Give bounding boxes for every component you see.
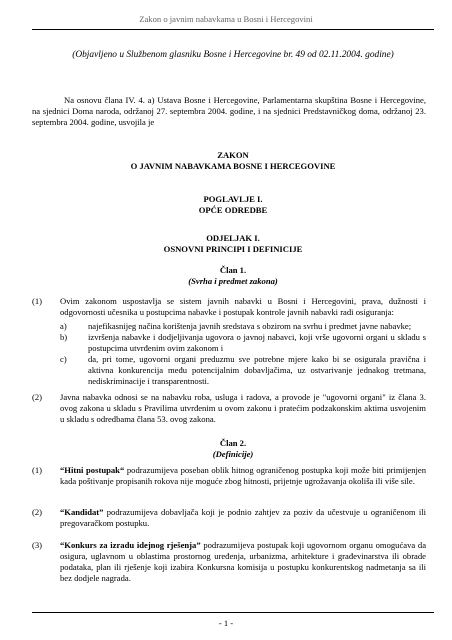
definition-text: podrazumijeva dobavljača koji je podnio zahtjev za poziv da učestvuje u ograničenom ili pregovaračkom postupku. — [60, 507, 426, 528]
paragraph-text — [60, 465, 426, 487]
paragraph-text — [60, 507, 426, 529]
list-item-a — [60, 321, 426, 332]
page-number: - 1 - — [218, 618, 234, 628]
defined-term: “Kandidat” — [60, 507, 104, 517]
article2-paragraph-3 — [32, 540, 426, 584]
list-item-text: najefikasnijeg načina korištenja javnih sredstava s obzirom na svrhu i predmet javne nabavke; — [88, 321, 412, 331]
article2-heading — [32, 438, 434, 460]
article1-subtitle: (Svrha i predmet zakona) — [188, 276, 278, 286]
article1-paragraph-2 — [32, 392, 426, 425]
paragraph-number: (3) — [32, 540, 43, 550]
article1-title: Član 1. — [219, 265, 247, 275]
paragraph-text — [60, 540, 426, 584]
article1-paragraph-1 — [32, 296, 426, 387]
paragraph-number: (1) — [32, 465, 43, 475]
paragraph-number: (2) — [32, 507, 43, 517]
paragraph-text: Ovim zakonom uspostavlja se sistem javnih nabavki u Bosni i Hercegovini, prava, dužnosti i odgovornosti učesnika u postupcima nabavke i postupak kontrole javnih nabavki radi osiguranja: — [60, 296, 426, 317]
law-title — [32, 150, 434, 172]
list-item-text: da, pri tome, ugovorni organi preduzmu sve potrebne mjere kako bi se osigurala pravična i aktivna konkurencija među potencijalnim dobavljačima, uz ostvarivanje jednakog tretmana, nediskriminacije i transparentnosti. — [88, 354, 426, 386]
article1-heading — [32, 265, 434, 287]
publication-note: (Objavljeno u Službenom glasniku Bosne i Hercegovine br. 49 od 02.11.2004. godine) — [72, 50, 394, 60]
list-item-text: izvršenja nabavke i dodjeljivanja ugovora o javnoj nabavci, koji vrše ugovorni organi u skladu s postupcima utvrđenim ovim zakonom i — [88, 332, 426, 353]
section-line2: OSNOVNI PRINCIPI I DEFINICIJE — [163, 244, 303, 254]
preamble-text: Na osnovu člana IV. 4. a) Ustava Bosne i Hercegovine, Parlamentarna skupština Bosne i Hercegovine, na sjednici Doma naroda, održanoj 27. septembra 2004. godine, i na sjednici Predstavničkog doma, održanoj 23. septembra 2004. godine, usvojila je — [32, 95, 426, 127]
paragraph-text: Javna nabavka odnosi se na nabavku roba, usluga i radova, a provode je "ugovorni organi" iz člana 3. ovog zakona u skladu s Pravilima utvrđenim u ovom zakonu i pratećim podzakonskim aktima usvojenim u skladu s odredbama člana 53. ovog zakona. — [60, 392, 426, 424]
list-item-c — [60, 354, 426, 387]
article2-title: Član 2. — [219, 438, 247, 448]
article2-paragraph-1 — [32, 465, 426, 487]
paragraph-number: (1) — [32, 296, 43, 306]
definition-text: podrazumijeva postupak koji ugovornom organu omogućava da osigura, uglavnom u oblastima prostornog uređenja, urbanizma, arhitekture i građevinarstva ili obrade podataka, plan ili rješenje koji izabira Konkursna komisija u postupku konkurentskog nadmetanja sa ili bez dodjele nagrada. — [60, 540, 427, 583]
running-header: Zakon o javnim nabavkama u Bosni i Hercegovini — [139, 14, 313, 24]
law-title-line1: ZAKON — [217, 150, 249, 160]
list-letter: c) — [60, 354, 67, 364]
list-letter: b) — [60, 332, 68, 342]
chapter-line1: POGLAVLJE I. — [203, 194, 263, 204]
section-heading — [32, 233, 434, 255]
law-title-line2: O JAVNIM NABAVKAMA BOSNE I HERCEGOVINE — [130, 161, 336, 171]
definition-text: podrazumijeva poseban oblik hitnog ograničenog postupka koji može biti primijenjen kada poštivanje propisanih rokova nije moguće zbog hitnosti, prijetnje ugrožavanja okoliša ili više sile. — [60, 465, 426, 486]
paragraph-number: (2) — [32, 392, 43, 402]
footer-rule — [32, 612, 434, 613]
defined-term: “Hitni postupak“ — [60, 465, 125, 475]
header-rule — [32, 29, 434, 30]
list-item-b — [60, 332, 426, 354]
chapter-heading — [32, 194, 434, 216]
section-line1: ODJELJAK I. — [206, 233, 260, 243]
chapter-line2: OPĆE ODREDBE — [198, 205, 268, 215]
defined-term: “Konkurs za izradu idejnog rješenja” — [60, 540, 201, 550]
article2-paragraph-2 — [32, 507, 426, 529]
list-letter: a) — [60, 321, 67, 331]
article2-subtitle: (Definicije) — [212, 449, 254, 459]
